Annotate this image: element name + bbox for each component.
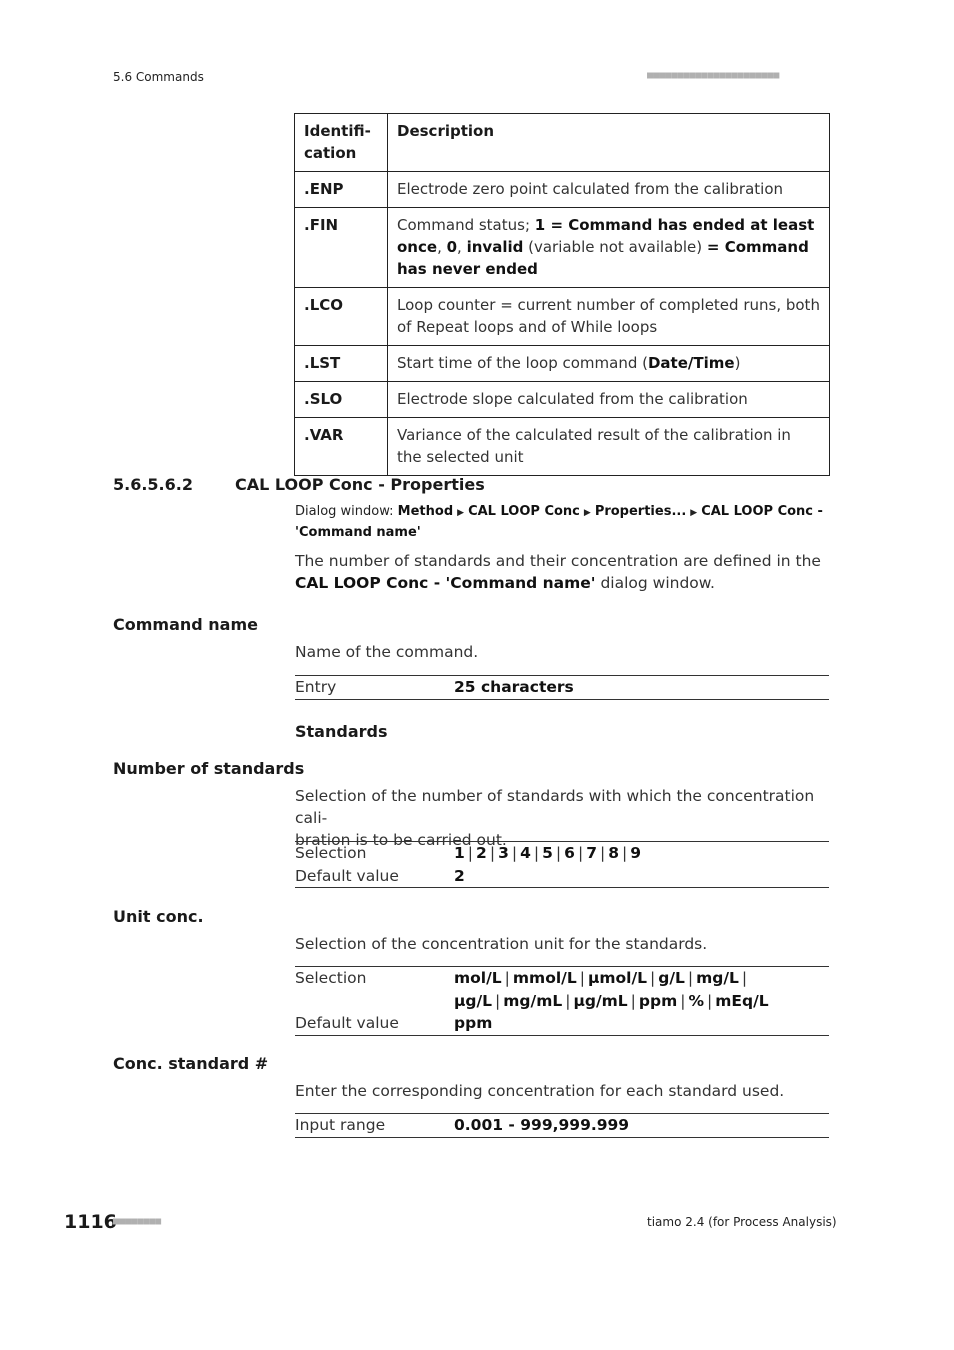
prop-table-command-name: [295, 675, 829, 700]
value-separator: |: [650, 969, 656, 987]
value-separator: |: [680, 991, 686, 1010]
identification-table: [294, 113, 830, 476]
description-cell: [388, 208, 830, 288]
description-segment: ,: [457, 238, 467, 256]
footer-decoration-dots: ■■■■■■■■: [113, 1216, 162, 1227]
value-separator: |: [511, 844, 518, 862]
property-value: [454, 676, 829, 699]
value-option: %: [688, 991, 704, 1010]
property-value: [454, 842, 829, 865]
running-header-section: 5.6 Commands: [113, 70, 204, 84]
value-separator: |: [489, 844, 496, 862]
prop-table-number-of-standards: [295, 841, 829, 888]
description-segment: 0: [446, 238, 458, 256]
value-option: ppm: [638, 991, 678, 1010]
param-label-conc-standard: Conc. standard #: [113, 1054, 269, 1073]
description-segment: = Command has never ended: [397, 238, 809, 278]
value-option: 1: [454, 844, 465, 862]
intro-segment: The number of standards and their concentration are defined in the: [295, 552, 821, 570]
value-separator: |: [555, 844, 562, 862]
description-segment: (variable not available): [523, 238, 707, 256]
value-option: 0.001 - 999,999.999: [454, 1116, 630, 1134]
value-option: 7: [586, 844, 597, 862]
property-row: [295, 1114, 829, 1137]
param-desc-command-name: Name of the command.: [295, 643, 479, 661]
property-key: Input range: [295, 1116, 386, 1134]
description-segment: Start time of the loop command (: [397, 354, 648, 372]
property-row: [295, 676, 829, 699]
table-row: [295, 172, 830, 208]
value-option: 9: [630, 844, 642, 862]
description-cell: [388, 288, 830, 346]
value-option: ppm: [454, 1014, 493, 1032]
param-desc-number-of-standards: Selection of the number of standards with which the concentration cali- bration is to be carried out.: [295, 787, 815, 849]
value-option: mg/mL: [503, 991, 563, 1010]
description-segment: Electrode slope calculated from the calibration: [397, 390, 748, 408]
intro-segment: dialog window.: [595, 574, 715, 592]
property-row: [295, 1012, 829, 1035]
table-row: [295, 346, 830, 382]
property-value: [454, 865, 829, 888]
identification-cell: .LST: [295, 346, 388, 382]
prop-table-conc-standard: [295, 1113, 829, 1138]
value-option: mEq/L: [715, 991, 769, 1010]
identification-cell: .ENP: [295, 172, 388, 208]
value-option: µg/mL: [573, 991, 628, 1010]
prop-table-unit-conc: [295, 966, 829, 1036]
param-desc-conc-standard: Enter the corresponding concentration for each standard used.: [295, 1082, 785, 1100]
section-title: CAL LOOP Conc - Properties: [235, 475, 485, 494]
description-segment: Command status;: [397, 216, 535, 234]
value-separator: |: [565, 991, 571, 1010]
param-label-unit-conc: Unit conc.: [113, 907, 204, 926]
description-segment: 1 = Command has ended at least once: [397, 216, 815, 256]
property-row: [295, 865, 829, 888]
dialog-path-item: Method: [397, 504, 454, 519]
property-value: [454, 1114, 829, 1137]
property-value: [454, 967, 829, 1012]
value-option: mmol/L: [512, 969, 577, 987]
path-arrow-icon: ▶: [457, 508, 465, 518]
header-decoration-dots: ■■■■■■■■■■■■■■■■■■■■■■: [647, 70, 780, 81]
value-separator: |: [622, 844, 628, 862]
description-segment: Loop counter = current number of completed runs, both of Repeat loops and of While loops: [397, 296, 820, 336]
value-option: 4: [520, 844, 531, 862]
property-key: Entry: [295, 678, 337, 696]
description-cell: [388, 418, 830, 476]
dialog-path: [295, 502, 825, 542]
value-option: mol/L: [454, 969, 502, 987]
param-label-command-name: Command name: [113, 615, 258, 634]
dialog-path-item: CAL LOOP Conc - 'Command name': [295, 504, 823, 540]
path-arrow-icon: ▶: [690, 508, 698, 518]
identification-cell: .LCO: [295, 288, 388, 346]
value-separator: |: [533, 844, 540, 862]
footer-product-name: tiamo 2.4 (for Process Analysis): [647, 1215, 837, 1229]
description-segment: Variance of the calculated result of the calibration in the selected unit: [397, 426, 791, 466]
table-header-row: [295, 114, 830, 172]
property-key: Selection: [295, 844, 367, 862]
value-option: 25 characters: [454, 678, 574, 696]
table-row: [295, 288, 830, 346]
property-row: [295, 967, 829, 1012]
column-header-description: Description: [388, 114, 830, 172]
value-option: 6: [564, 844, 575, 862]
value-option: µg/L: [454, 991, 493, 1010]
value-separator: |: [599, 844, 606, 862]
value-separator: |: [741, 969, 748, 987]
value-option: µmol/L: [587, 969, 647, 987]
description-segment: Date/Time: [647, 354, 735, 372]
value-option: mg/L: [696, 969, 739, 987]
value-option: 3: [498, 844, 509, 862]
dialog-path-prefix: Dialog window:: [295, 504, 398, 519]
description-segment: Electrode zero point calculated from the calibration: [397, 180, 784, 198]
identification-cell: .SLO: [295, 382, 388, 418]
path-arrow-icon: ▶: [583, 508, 591, 518]
page-number: 1116: [64, 1211, 117, 1233]
value-option: g/L: [658, 969, 685, 987]
description-cell: [388, 382, 830, 418]
value-separator: |: [504, 969, 510, 987]
property-key: Default value: [295, 866, 399, 885]
intro-paragraph: [295, 550, 829, 594]
table-row: [295, 418, 830, 476]
dialog-path-item: Properties...: [594, 504, 687, 519]
value-separator: |: [467, 844, 474, 862]
intro-segment: CAL LOOP Conc - 'Command name': [295, 574, 596, 592]
value-option: 5: [542, 844, 553, 862]
value-separator: |: [687, 969, 694, 987]
description-cell: [388, 346, 830, 382]
property-value: [454, 1012, 829, 1035]
value-separator: |: [495, 991, 501, 1010]
column-header-identification: Identifi- cation: [295, 114, 388, 172]
description-cell: [388, 172, 830, 208]
identification-cell: .FIN: [295, 208, 388, 288]
property-row: [295, 842, 829, 865]
subheading-standards: Standards: [295, 722, 388, 741]
value-option: 8: [608, 844, 620, 862]
description-segment: ): [734, 354, 741, 372]
value-separator: |: [579, 969, 585, 987]
table-row: [295, 208, 830, 288]
value-separator: |: [577, 844, 584, 862]
identification-cell: .VAR: [295, 418, 388, 476]
description-segment: ,: [437, 238, 447, 256]
description-segment: invalid: [466, 238, 524, 256]
value-separator: |: [630, 991, 636, 1010]
value-option: 2: [476, 844, 487, 862]
dialog-path-item: CAL LOOP Conc: [468, 504, 580, 519]
property-key: Default value: [295, 1014, 399, 1032]
value-separator: |: [707, 991, 713, 1010]
property-key: Selection: [295, 969, 367, 987]
param-label-number-of-standards: Number of standards: [113, 759, 305, 778]
value-option: 2: [454, 866, 465, 885]
param-desc-unit-conc: Selection of the concentration unit for the standards.: [295, 935, 708, 953]
section-number: 5.6.5.6.2: [113, 475, 193, 494]
table-row: [295, 382, 830, 418]
